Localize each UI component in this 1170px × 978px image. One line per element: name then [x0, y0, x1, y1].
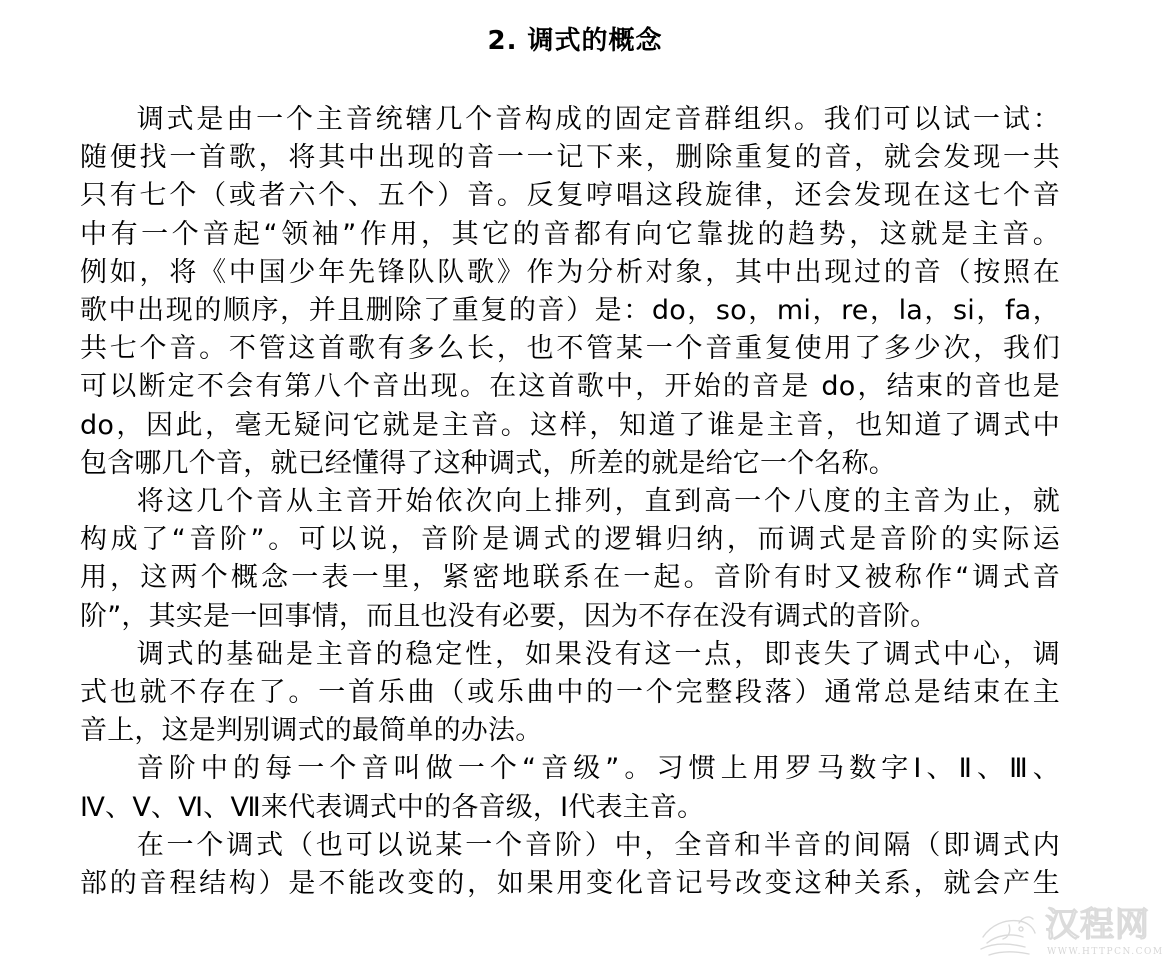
text-line: 调式是由一个主音统辖几个音构成的固定音群组织。我们可以试一试： — [136, 104, 1060, 135]
text-line: 式也就不存在了。一首乐曲（或乐曲中的一个完整段落）通常总是结束在主 — [80, 677, 1060, 709]
text-line: 可以断定不会有第八个音出现。在这首歌中，开始的音是 do，结束的音也是 — [80, 371, 1060, 403]
paragraph-3 — [80, 636, 1060, 751]
text-line: 中有一个音起“领袖”作用，其它的音都有向它靠拢的趋势，这就是主音。 — [80, 218, 1060, 250]
paragraph-5 — [80, 827, 1060, 903]
text-line: 音上，这是判别调式的最简单的办法。 — [80, 715, 543, 747]
text-line: 用，这两个概念一表一里，紧密地联系在一起。音阶有时又被称作“调式音 — [80, 562, 1060, 594]
section-title: 2. 调式的概念 — [487, 26, 663, 56]
body-text — [80, 101, 1060, 903]
text-line: 将这几个音从主音开始依次向上排列，直到高一个八度的主音为止，就 — [136, 486, 1060, 518]
watermark-name: 汉程网 — [1045, 905, 1150, 945]
text-line: 只有七个（或者六个、五个）音。反复哼唱这段旋律，还会发现在这七个音 — [80, 180, 1060, 212]
text-line: 在一个调式（也可以说某一个音阶）中，全音和半音的间隔（即调式内 — [136, 829, 1060, 861]
text-line: do，因此，毫无疑问它就是主音。这样，知道了谁是主音，也知道了调式中 — [80, 409, 1060, 441]
paragraph-2 — [80, 483, 1060, 636]
paragraph-4 — [80, 750, 1060, 826]
text-line: 部的音程结构）是不能改变的，如果用变化音记号改变这种关系，就会产生 — [80, 868, 1060, 900]
wave-dragon-logo-icon — [975, 907, 1040, 959]
text-line: 包含哪几个音，就已经懂得了这种调式，所差的就是给它一个名称。 — [80, 447, 896, 479]
watermark-url: WWW.HTTPCN.COM — [1047, 947, 1164, 957]
text-line: 随便找一首歌，将其中出现的音一一记下来，删除重复的音，就会发现一共 — [80, 142, 1060, 174]
text-line: 音阶中的每一个音叫做一个“音级”。习惯上用罗马数字Ⅰ、Ⅱ、Ⅲ、 — [136, 753, 1060, 785]
text-line: 调式的基础是主音的稳定性，如果没有这一点，即丧失了调式中心，调 — [136, 638, 1060, 670]
text-line: 例如，将《中国少年先锋队队歌》作为分析对象，其中出现过的音（按照在 — [80, 256, 1060, 288]
text-line: Ⅳ、Ⅴ、Ⅵ、Ⅶ来代表调式中的各音级，Ⅰ代表主音。 — [80, 791, 705, 823]
text-line: 共七个音。不管这首歌有多么长，也不管某一个音重复使用了多少次，我们 — [80, 333, 1060, 365]
text-line: 歌中出现的顺序，并且删除了重复的音）是：do，so，mi，re，la，si，fa， — [80, 295, 1060, 327]
text-line: 构成了“音阶”。可以说，音阶是调式的逻辑归纳，而调式是音阶的实际运 — [80, 524, 1060, 556]
text-line: 阶”，其实是一回事情，而且也没有必要，因为不存在没有调式的音阶。 — [80, 600, 938, 632]
paragraph-1 — [80, 101, 1060, 483]
site-watermark — [975, 905, 1170, 970]
